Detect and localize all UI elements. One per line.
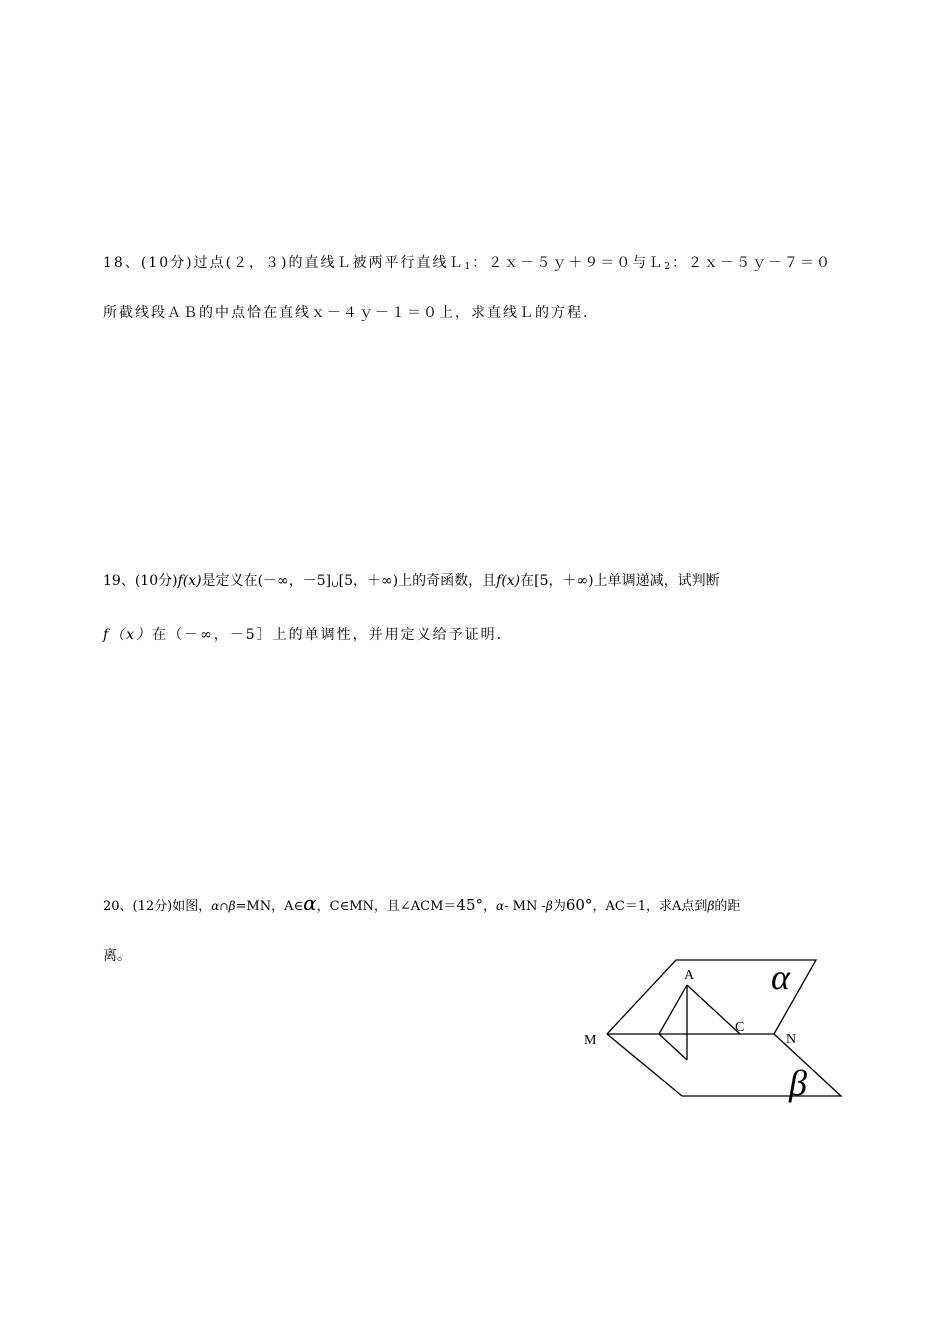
- q20-text-c: ，C∈MN，且∠ACM＝: [316, 899, 457, 914]
- q19-line2: [103, 625, 503, 645]
- q20-alpha1: α: [211, 899, 220, 913]
- q18-text-line2: 所截线段ＡＢ的中点恰在直线ｘ－４ｙ－１＝０上，求直线Ｌ的方程.: [103, 305, 590, 321]
- q19-fx-line2: f（x）: [103, 627, 153, 643]
- label-alpha: α: [771, 957, 790, 997]
- q18-text-b: ：２ｘ－５ｙ＋９＝０与Ｌ: [472, 255, 665, 271]
- q20-angle2: 60°: [565, 896, 593, 914]
- q19-text-b: [5，＋∞)上的奇函数，且: [338, 573, 497, 589]
- q20-text-line2: 离。: [103, 948, 131, 964]
- segment-ac: [687, 985, 740, 1034]
- q18-number: 18、: [103, 255, 141, 271]
- q20-line2: [103, 946, 131, 966]
- q18-sub1: 1: [464, 262, 473, 272]
- q20-beta2: β: [545, 899, 553, 913]
- q20-text-d: ，: [483, 899, 497, 914]
- q20-text-e: - MN -: [504, 899, 546, 914]
- q18-text-c: ：２ｘ－５ｙ－７＝０: [671, 255, 832, 271]
- q19-fx2: f(x): [496, 573, 521, 589]
- q20-score: (12分): [132, 899, 173, 914]
- q20-alpha2: α: [303, 891, 317, 915]
- dihedral-angle-figure: [575, 955, 855, 1105]
- q20-cap: ∩: [219, 900, 229, 913]
- q20-line1: [103, 893, 740, 917]
- q20-number: 20、: [103, 899, 133, 914]
- label-beta: β: [789, 1063, 807, 1103]
- q19-text-line2: 在（－∞，－5］上的单调性，并用定义给予证明.: [152, 627, 504, 643]
- q20-angle1: 45°: [456, 896, 484, 914]
- q20-text-g: ，AC＝1，求A点到: [592, 899, 708, 914]
- q20-text-h: 的距: [714, 899, 741, 914]
- q18-line2: [103, 303, 589, 323]
- q19-line1: [103, 571, 720, 595]
- q18-sub2: 2: [664, 262, 672, 272]
- q19-score: (10分): [134, 573, 178, 589]
- q20-alpha3: α: [496, 899, 505, 913]
- segment-foot-mn: [659, 1034, 687, 1060]
- q19-text-c: 在[5，＋∞)上单调递减，试判断: [520, 573, 720, 589]
- q19-text-a: 是定义在(－∞，－5]: [201, 573, 332, 589]
- q18-score: (10分): [140, 255, 194, 271]
- q20-text-f: 为: [552, 899, 566, 914]
- label-c: C: [735, 1020, 745, 1035]
- label-n: N: [786, 1032, 797, 1047]
- q20-text-b: =MN，A∈: [235, 899, 304, 914]
- q19-cup: ∪: [331, 580, 339, 590]
- q20-text-a: 如图，: [172, 899, 212, 914]
- label-m: M: [584, 1033, 597, 1048]
- label-a: A: [684, 968, 695, 983]
- q20-beta3: β: [707, 899, 715, 913]
- q20-beta1: β: [228, 899, 236, 913]
- q19-number: 19、: [103, 573, 135, 589]
- q19-fx: f(x): [177, 573, 202, 589]
- q18-line1: [103, 253, 832, 277]
- q18-text-a: 过点(２，３)的直线Ｌ被两平行直线Ｌ: [193, 255, 465, 271]
- segment-a-mn: [659, 985, 687, 1034]
